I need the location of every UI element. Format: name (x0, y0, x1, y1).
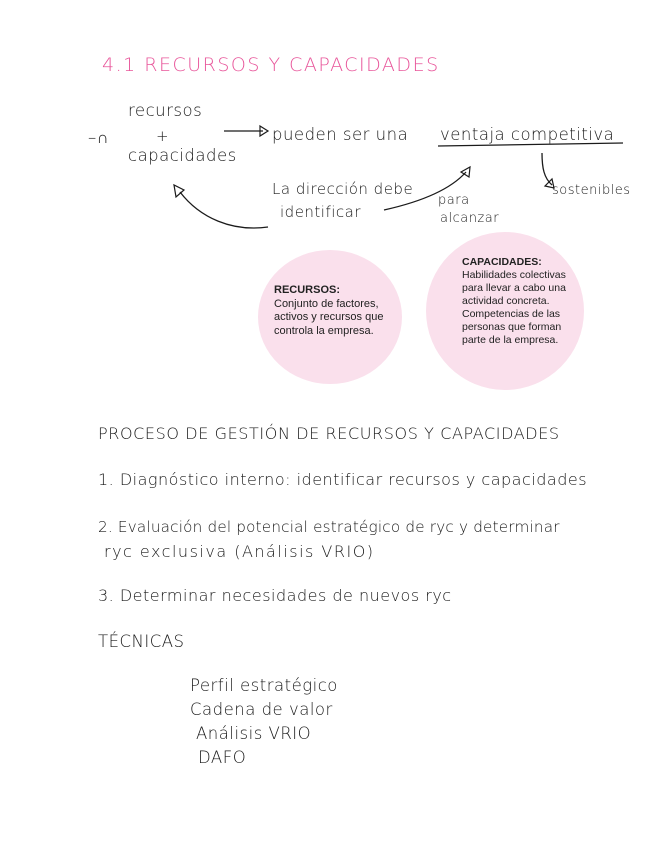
recursos-definition-head: RECURSOS: (274, 284, 341, 296)
tecnica-item: Perfil estratégico (190, 676, 338, 695)
sostenibles-label: sostenibles (552, 183, 631, 198)
recursos-label: recursos (128, 101, 203, 120)
direccion-line2: identificar (280, 203, 362, 221)
proceso-step-3: 3. Determinar necesidades de nuevos ryc (98, 586, 452, 605)
capacidades-label: capacidades (128, 146, 237, 165)
tecnica-item: DAFO (198, 748, 247, 767)
capacidades-definition-head: CAPACIDADES: (462, 256, 542, 268)
proceso-step-2-line1: 2. Evaluación del potencial estratégico de ryc y determinar (98, 518, 560, 536)
capacidades-definition-body: Habilidades colectivas para llevar a cabo una actividad concreta. Competencias de las personas que forman parte de la empresa. (462, 269, 566, 346)
pueden-label: pueden ser una (272, 125, 409, 144)
direccion-line1: La dirección debe (272, 180, 414, 198)
bullet-symbol: –∩ (88, 128, 110, 147)
tecnicas-heading: TÉCNICAS (98, 632, 185, 651)
ventaja-label: ventaja competitiva (440, 125, 615, 144)
page-title: 4.1 RECURSOS Y CAPACIDADES (102, 54, 440, 76)
tecnica-item: Análisis VRIO (196, 724, 312, 743)
proceso-step-2-line2: ryc exclusiva (Análisis VRIO) (104, 542, 375, 561)
proceso-heading: PROCESO DE GESTIÓN DE RECURSOS Y CAPACIDADES (98, 424, 560, 443)
recursos-definition-body: Conjunto de factores, activos y recursos que controla la empresa. (274, 297, 384, 337)
para-line2: alcanzar (440, 211, 500, 226)
plus-sign: + (156, 127, 170, 145)
arrow-to-capacidades (180, 192, 268, 228)
para-line1: para (438, 193, 470, 208)
tecnica-item: Cadena de valor (190, 700, 333, 719)
proceso-step-1: 1. Diagnóstico interno: identificar recursos y capacidades (98, 470, 588, 489)
